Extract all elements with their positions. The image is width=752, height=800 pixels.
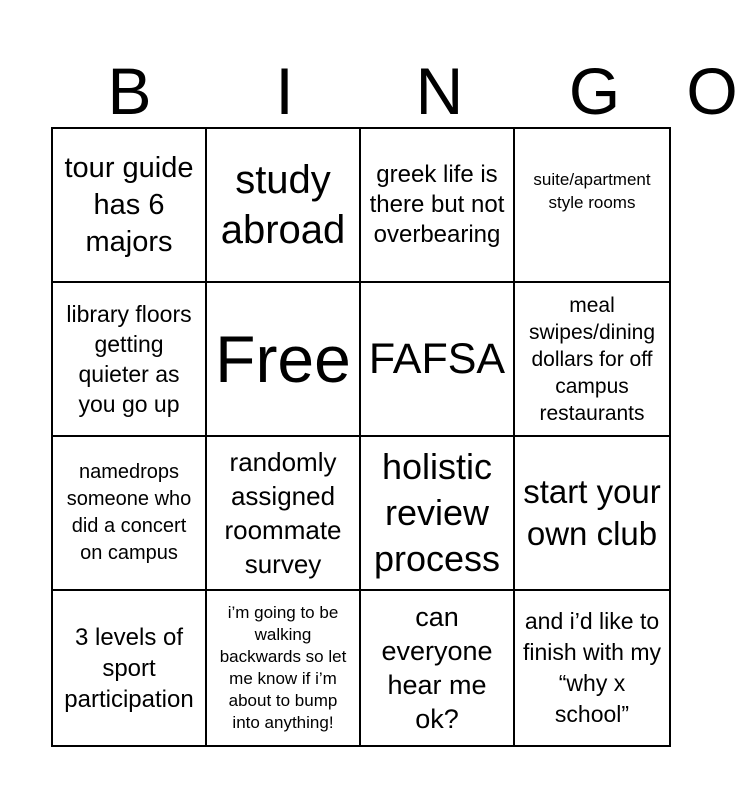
cell-text: greek life is there but not overbearing (369, 161, 505, 248)
cell-text: holistic review process (373, 446, 501, 579)
bingo-cell[interactable] (515, 283, 669, 437)
bingo-cell[interactable] (361, 283, 515, 437)
bingo-cell[interactable] (361, 129, 515, 283)
cell-text: randomly assigned roommate survey (224, 447, 342, 579)
title-letter-o: O (686, 54, 738, 128)
cell-text: suite/apartment style rooms (533, 170, 651, 212)
bingo-cell[interactable] (515, 591, 669, 745)
cell-text: study abroad (220, 158, 346, 252)
bingo-cell[interactable] (207, 437, 361, 591)
bingo-title (52, 54, 738, 128)
cell-text: can everyone hear me ok? (381, 602, 493, 734)
cell-text: meal swipes/dining dollars for off campus restaurants (528, 293, 656, 425)
bingo-cell[interactable] (53, 591, 207, 745)
cell-text: Free (215, 322, 351, 396)
bingo-cell[interactable] (53, 283, 207, 437)
cell-text: FAFSA (368, 335, 506, 383)
title-letter-i: I (275, 54, 294, 128)
bingo-cell-free[interactable] (207, 283, 361, 437)
bingo-cell[interactable] (361, 591, 515, 745)
bingo-cell[interactable] (515, 129, 669, 283)
cell-text: namedrops someone who did a concert on campus (66, 461, 192, 564)
bingo-grid (51, 127, 671, 747)
title-letter-n: N (415, 54, 464, 128)
title-letter-g: G (568, 54, 621, 128)
bingo-cell[interactable] (53, 437, 207, 591)
cell-text: library floors getting quieter as you go up (66, 301, 192, 417)
cell-text: and i’d like to finish with my “why x school” (522, 608, 662, 727)
cell-text: start your own club (523, 473, 661, 552)
bingo-cell[interactable] (361, 437, 515, 591)
cell-text: tour guide has 6 majors (64, 151, 194, 258)
bingo-cell[interactable] (207, 591, 361, 745)
cell-text: i’m going to be walking backwards so let me know if i’m about to bump into anything! (219, 603, 347, 732)
bingo-cell[interactable] (207, 129, 361, 283)
bingo-cell[interactable] (53, 129, 207, 283)
title-letter-b: B (107, 54, 152, 128)
bingo-cell[interactable] (515, 437, 669, 591)
cell-text: 3 levels of sport participation (64, 623, 194, 713)
